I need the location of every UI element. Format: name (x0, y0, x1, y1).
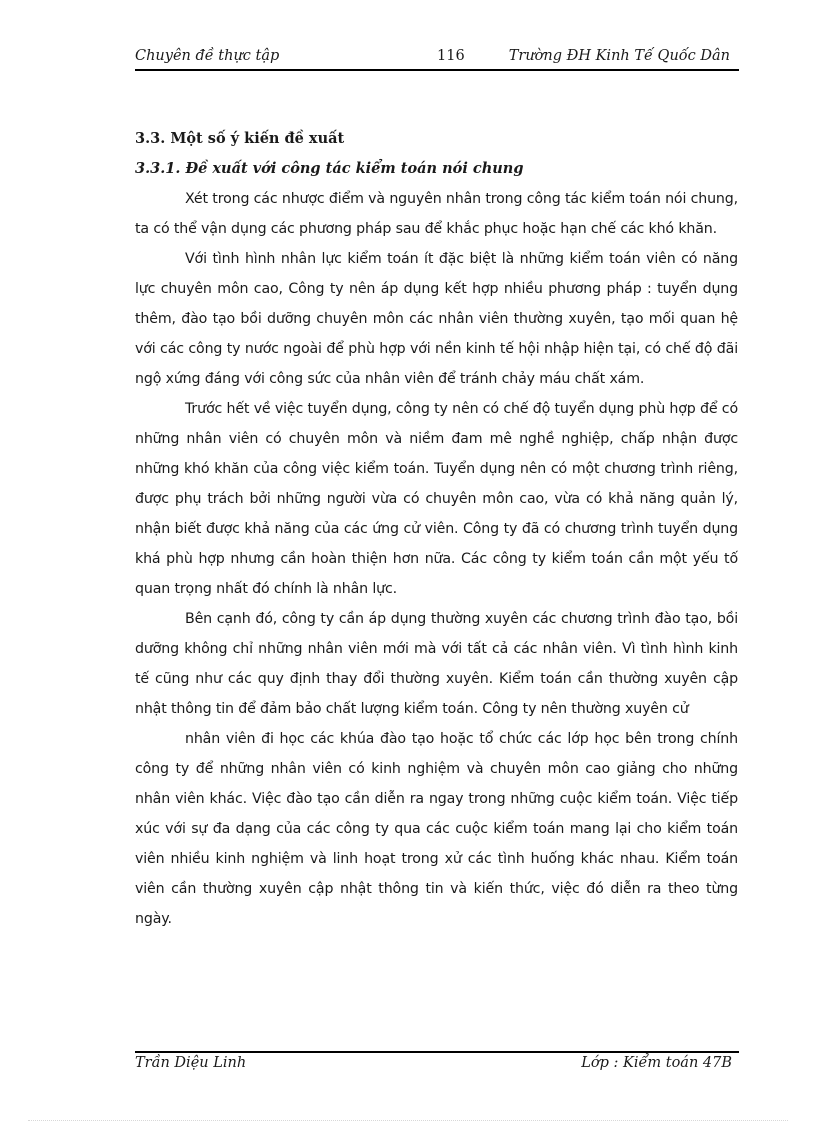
page-bottom-edge (28, 1120, 788, 1121)
paragraph: Xét trong các nhược điểm và nguyên nhân trong công tác kiểm toán nói chung, ta có thể vận dụng các phương pháp sau để khắc phục hoặc hạn chế các khó khăn. (135, 191, 738, 237)
page-header (135, 48, 738, 70)
header-page-number: 116 (437, 48, 465, 64)
document-body (135, 124, 738, 934)
footer-class: Lớp : Kiểm toán 47B (581, 1055, 732, 1071)
paragraph: Với tình hình nhân lực kiểm toán ít đặc biệt là những kiểm toán viên có năng lực chuyên môn cao, Công ty nên áp dụng kết hợp nhiều phương pháp : tuyển dụng thêm, đào tạo bồi dưỡng chuyên môn các nhân viên thường xuyên, tạo mối quan hệ với các công ty nước ngoài để phù hợp với nền kinh tế hội nhập hiện tại, có chế độ đãi ngộ xứng đáng với công sức của nhân viên để tránh chảy máu chất xám. (135, 251, 738, 387)
paragraph: Bên cạnh đó, công ty cần áp dụng thường xuyên các chương trình đào tạo, bồi dưỡng không chỉ những nhân viên mới mà với tất cả các nhân viên. Vì tình hình kinh tế cũng như các quy định thay đổi thường xuyên. Kiểm toán cần thường xuyên cập nhật thông tin để đảm bảo chất lượng kiểm toán. Công ty nên thường xuyên cử (135, 611, 738, 717)
paragraph: Trước hết về việc tuyển dụng, công ty nên có chế độ tuyển dụng phù hợp để có những nhân viên có chuyên môn và niềm đam mê nghề nghiệp, chấp nhận được những khó khăn của công việc kiểm toán. Tuyển dụng nên có một chương trình riêng, được phụ trách bởi những người vừa có chuyên môn cao, vừa có khả năng quản lý, nhận biết được khả năng của các ứng cử viên. Công ty đã có chương trình tuyển dụng khá phù hợp nhưng cần hoàn thiện hơn nữa. Các công ty kiểm toán cần một yếu tố quan trọng nhất đó chính là nhân lực. (135, 401, 738, 597)
header-divider (135, 69, 739, 71)
footer-author: Trần Diệu Linh (135, 1055, 247, 1071)
section-heading: 3.3. Một số ý kiến đề xuất (135, 130, 345, 147)
footer-divider (135, 1051, 739, 1053)
subsection-heading: 3.3.1. Đề xuất với công tác kiểm toán nói chung (135, 160, 524, 177)
page-footer (135, 1055, 738, 1077)
header-document-type: Chuyên đề thực tập (135, 48, 280, 64)
paragraph: nhân viên đi học các khúa đào tạo hoặc tổ chức các lớp học bên trong chính công ty để những nhân viên có kinh nghiệm và chuyên môn cao giảng cho những nhân viên khác. Việc đào tạo cần diễn ra ngay trong những cuộc kiểm toán. Việc tiếp xúc với sự đa dạng của các công ty qua các cuộc kiểm toán mang lại cho kiểm toán viên nhiều kinh nghiệm và linh hoạt trong xử các tình huống khác nhau. Kiểm toán viên cần thường xuyên cập nhật thông tin và kiến thức, việc đó diễn ra theo từng ngày. (135, 731, 738, 927)
header-university: Trường ĐH Kinh Tế Quốc Dân (508, 48, 730, 64)
